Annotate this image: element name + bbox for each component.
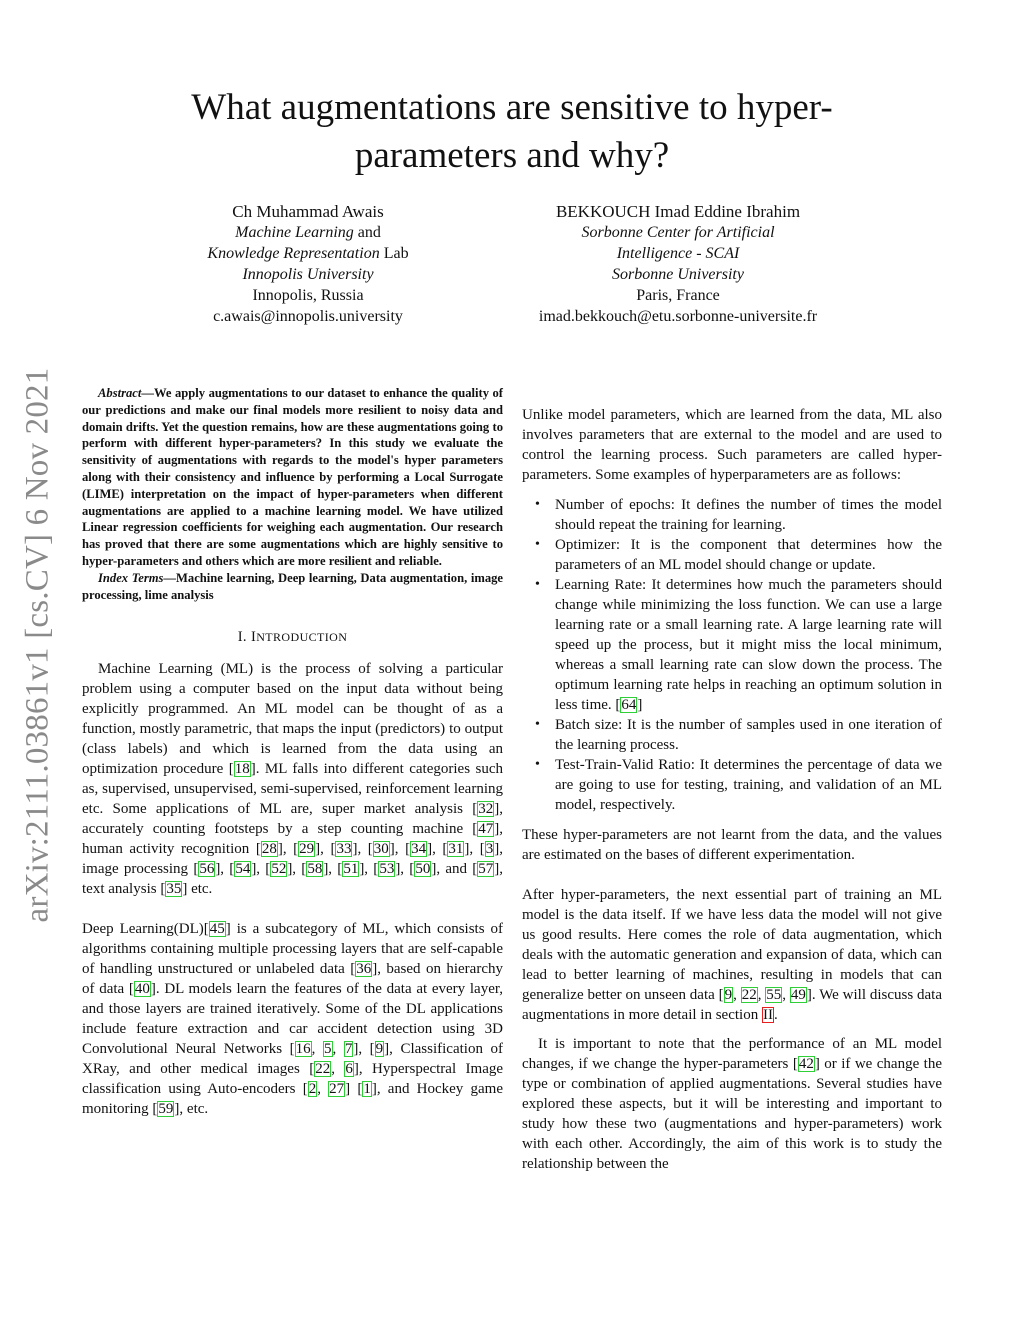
citation-link[interactable]: 22	[741, 987, 757, 1003]
citation-link[interactable]: 56	[199, 861, 215, 878]
citation-link[interactable]: 58	[307, 861, 323, 878]
citation-link[interactable]: 34	[411, 841, 427, 858]
abstract: Abstract—We apply augmentations to our dataset to enhance the quality of our predictions and make our final models more resilient to noisy data and domain drifts. Yet the question remains, how are these augmentations going to perform with different hyper-parameters? In this study we evaluate the sensitivity of augmentations with regards to the model's hyper parameters along with their consistency and influence by performing a Local Surrogate (LIME) interpretation on the impact of hyper-parameters when different augmentations are applied to a machine learning model. We have utilized Linear regression coefficients for weighing each augmentation. Our research has proved that there are some augmentations which are highly sensitive to hyper-parameters and others which are more resilient and reliable.	[82, 386, 503, 568]
author-institution: Innopolis University	[242, 266, 374, 283]
citation-link[interactable]: 40	[134, 981, 150, 998]
citation-link[interactable]: 52	[271, 861, 287, 878]
index-terms-text: Machine learning, Deep learning, Data augmentation, image processing, lime analysis	[82, 570, 503, 602]
index-terms: Index Terms—Machine learning, Deep learning, Data augmentation, image processing, lime analysis	[82, 570, 503, 602]
citation-link[interactable]: 59	[158, 1101, 174, 1118]
author-location: Innopolis, Russia	[252, 287, 364, 304]
citation-link[interactable]: 3	[485, 841, 494, 858]
citation-link[interactable]: 30	[373, 841, 389, 858]
citation-link[interactable]: 35	[166, 881, 182, 898]
citation-link[interactable]: 47	[478, 821, 494, 838]
author-name: Ch Muhammad Awais	[232, 202, 384, 221]
paper-title: What augmentations are sensitive to hyper-parameters and why?	[191, 87, 833, 176]
citation-link[interactable]: 64	[621, 697, 637, 713]
intro-paragraph-1: Machine Learning (ML) is the process of solving a particular problem using a computer based on the input data without being explicitly programmed. An ML model can be thought of as a function, mostly parametric, that maps the input (predictors) to output (class labels) and which is learned from the data using an optimization procedure [18]. ML falls into different categories such as, supervised, unsupervised, semi-supervised, reinforcement learning etc. Some applications of ML are, super market analysis [32], accurately counting footsteps by a step counting machine [47], human activity recognition [28], [29], [33], [30], [34], [31], [3], image processing [56], [54], [52], [58], [51], [53], [50], and [57], text analysis [35] etc.	[82, 661, 503, 898]
abstract-label: Abstract	[98, 386, 142, 400]
author-affiliation-line: Intelligence - SCAI	[616, 245, 740, 262]
citation-link[interactable]: 51	[343, 861, 359, 878]
list-item: • Learning Rate: It determines how much the parameters should change while minimizing the loss function. We can use a large learning rate or a small learning rate. A large learning rate will speed up the process, but it might miss the local minimum, whereas a small learning rate can slow down the process. The optimum learning rate helps in reaching an optimum solution in less time. [64]	[535, 577, 942, 713]
citation-link[interactable]: 36	[356, 961, 372, 978]
author-block-1	[182, 201, 434, 327]
citation-link[interactable]: 54	[235, 861, 251, 878]
author-email[interactable]: imad.bekkouch@etu.sorbonne-universite.fr	[538, 308, 818, 325]
hyperparameter-list	[522, 495, 942, 815]
citation-link[interactable]: 53	[379, 861, 395, 878]
citation-link[interactable]: 2	[308, 1081, 317, 1098]
citation-link[interactable]: 27	[329, 1081, 345, 1098]
intro-paragraph-2: Deep Learning(DL)[45] is a subcategory of ML, which consists of algorithms containing multiple processing layers that are self-capable of handling unstructured or unlabeled data [36], based on hierarchy of data [40]. DL models learn the features of the data at every layer, and those layers are trained iteratively. Some of the DL applications include feature extraction and car accident detection using 3D Convolutional Neural Networks [16, 5, 7], [9], Classification of XRay, and other medical images [22, 6], Hyperspectral Image classification using Auto-encoders [2, 27] [1], and Hockey game monitoring [59], etc.	[82, 921, 504, 1118]
citation-link[interactable]: 22	[315, 1061, 331, 1078]
arxiv-identifier-margin	[12, 358, 64, 932]
hyperparameters-paragraph: Unlike model parameters, which are learned from the data, ML also involves parameters that are external to the model and are used to control the learning process. Such parameters are called hyper-parameters. Some examples of hyperparameters are as follows:	[522, 407, 942, 483]
citation-link[interactable]: 49	[790, 987, 806, 1003]
citation-link[interactable]: 9	[375, 1041, 384, 1058]
citation-link[interactable]: 45	[209, 921, 225, 938]
section-heading-introduction: I. INTRODUCTION	[237, 629, 348, 646]
list-item: • Batch size: It is the number of samples used in one iteration of the learning process.	[535, 717, 942, 753]
author-location: Paris, France	[636, 287, 720, 304]
author-institution: Sorbonne University	[612, 266, 744, 283]
right-column	[522, 405, 942, 1174]
augmentation-paragraph: After hyper-parameters, the next essential part of training an ML model is the data itself. If we have less data the model will not give us good results. Here comes the role of data augmentation, which deals with the automatic generation and expansion of data, which can lead to better learning of machines, resulting in models that can generalize better on unseen data [9, 22, 55, 49]. We will discuss data augmentations in more detail in section II.	[522, 887, 943, 1023]
citation-link[interactable]: 50	[415, 861, 431, 878]
section-reference-link[interactable]: II	[762, 1007, 773, 1023]
author-name: BEKKOUCH Imad Eddine Ibrahim	[555, 202, 801, 221]
list-item: • Optimizer: It is the component that determines how the parameters of an ML model should change or update.	[535, 537, 942, 573]
bullet-icon: •	[535, 497, 540, 512]
citation-link[interactable]: 31	[448, 841, 464, 858]
citation-link[interactable]: 55	[766, 987, 782, 1003]
bullet-icon: •	[535, 757, 540, 772]
abstract-text: We apply augmentations to our dataset to enhance the quality of our predictions and make our final models more resilient to noisy data and domain drifts. Yet the question remains, how are these augmentations going to perform with different hyper-parameters? In this study we evaluate the sensitivity of augmentations with regards to the model's hyper parameters along with their consistency and influence by performing a Local Surrogate (LIME) interpretation on the impact of hyper-parameters when different augmentations are applied to a machine learning model. We have utilized Linear regression coefficients for weighing each augmentation. Our research has proved that there are some augmentations which are highly sensitive to hyper-parameters and others which are more resilient and reliable.	[82, 386, 503, 568]
arxiv-identifier: arXiv:2111.03861v1 [cs.CV] 6 Nov 2021	[19, 367, 56, 923]
citation-link[interactable]: 29	[299, 841, 315, 858]
index-terms-label: Index Terms	[98, 570, 164, 585]
citation-link[interactable]: 9	[724, 987, 733, 1003]
citation-link[interactable]: 28	[261, 841, 277, 858]
bullet-icon: •	[535, 537, 540, 552]
author-email[interactable]: c.awais@innopolis.university	[213, 308, 403, 325]
citation-link[interactable]: 1	[363, 1081, 371, 1098]
author-affiliation-line: Machine Learning and	[235, 224, 381, 241]
list-item: • Test-Train-Valid Ratio: It determines the percentage of data we are going to use for testing, training, and validation of an ML model, respectively.	[535, 757, 942, 813]
citation-link[interactable]: 32	[478, 801, 494, 818]
citation-link[interactable]: 33	[336, 841, 352, 858]
citation-link[interactable]: 16	[295, 1041, 311, 1058]
citation-link[interactable]: 7	[344, 1041, 353, 1058]
author-affiliation-line: Sorbonne Center for Artificial	[581, 224, 775, 241]
citation-link[interactable]: 6	[345, 1061, 353, 1078]
left-column	[82, 385, 503, 1119]
bullet-icon: •	[535, 717, 540, 732]
citation-link[interactable]: 18	[234, 761, 250, 778]
list-item: • Number of epochs: It defines the number of times the model should repeat the training for learning.	[535, 497, 942, 533]
motivation-paragraph: It is important to note that the performance of an ML model changes, if we change the hyper-parameters [42] or if we change the type or combination of applied augmentations. Several studies have explored these aspects, but it will be interesting and important to study how these two (augmentations and hyper-parameters) work with each other. Accordingly, the aim of this work is to study the relationship between the	[522, 1036, 942, 1172]
author-affiliation-line: Knowledge Representation Lab	[207, 245, 409, 262]
citation-link[interactable]: 57	[478, 861, 494, 878]
bullet-icon: •	[535, 577, 540, 592]
citation-link[interactable]: 42	[798, 1056, 814, 1072]
citation-link[interactable]: 5	[324, 1041, 332, 1058]
estimation-paragraph: These hyper-parameters are not learnt from the data, and the values are estimated on the bases of different experimentation.	[522, 827, 942, 863]
author-block-2	[523, 201, 833, 327]
